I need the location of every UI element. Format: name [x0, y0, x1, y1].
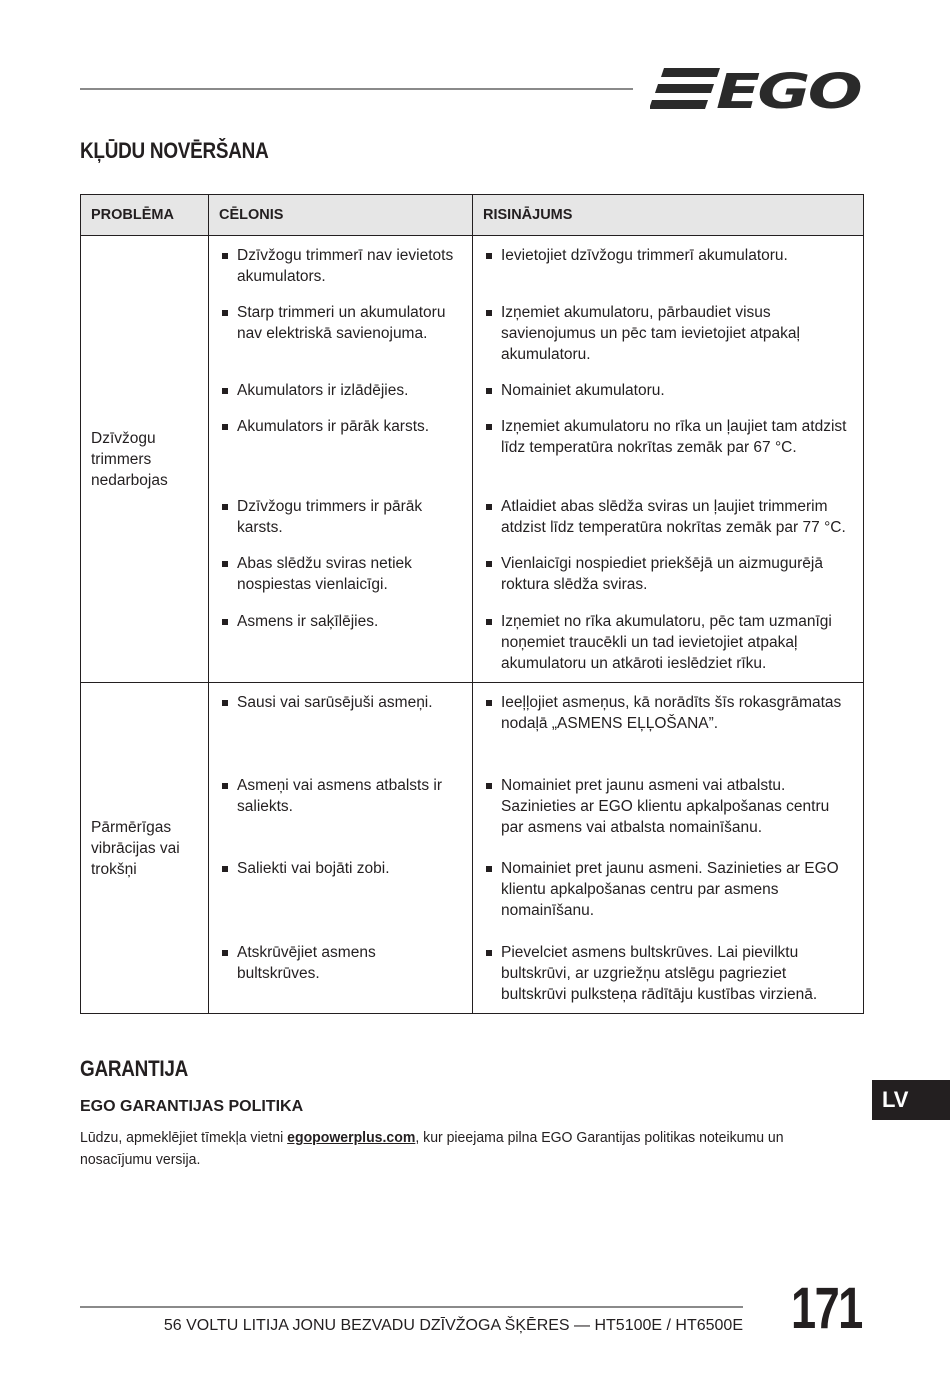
warranty-title: GARANTIJA — [80, 1056, 189, 1081]
cause-item: Saliekti vai bojāti zobi. — [219, 858, 462, 942]
problem-text: Dzīvžogu trimmers nedarbojas — [91, 429, 168, 489]
solution-item: Atlaidiet abas slēdža sviras un ļaujiet trimmerim atdzist līdz temperatūra nokrītas zemāk par 77 °C. — [483, 496, 853, 553]
header-problem: PROBLĒMA — [81, 195, 209, 236]
solution-item: Nomainiet pret jaunu asmeni. Sazinieties ar EGO klientu apkalpošanas centru par asmens nomainīšanu. — [483, 858, 853, 942]
warranty-link[interactable]: egopowerplus.com — [287, 1130, 416, 1146]
solution-item: Vienlaicīgi nospiediet priekšējā un aizmugurējā roktura slēdža sviras. — [483, 553, 853, 611]
warranty-subtitle: EGO GARANTIJAS POLITIKA — [80, 1098, 304, 1115]
solution-cell — [473, 236, 864, 683]
cause-item: Asmeņi vai asmens atbalsts ir saliekts. — [219, 775, 462, 858]
warranty-text-before: Lūdzu, apmeklējiet tīmekļa vietni — [80, 1130, 288, 1146]
cause-item: Abas slēdžu sviras netiek nospiestas vienlaicīgi. — [219, 553, 462, 611]
header-solution: RISINĀJUMS — [473, 195, 864, 236]
solution-item: Pievelciet asmens bultskrūves. Lai pievilktu bultskrūvi, ar uzgriežņu atslēgu pagrieziet bultskrūvi pulksteņa rādītāju kustības virzienā. — [483, 942, 853, 1005]
cause-cell — [209, 236, 473, 683]
troubleshooting-table — [80, 194, 864, 1014]
cause-item: Dzīvžogu trimmerī nav ievietots akumulators. — [219, 245, 462, 302]
cause-item: Starp trimmeri un akumulatoru nav elektriskā savienojuma. — [219, 302, 462, 380]
footer-rule — [80, 1306, 743, 1308]
warranty-text-after: , kur pieejama pilna EGO Garantijas politikas noteikumu un nosacījumu versija. — [80, 1130, 784, 1168]
footer-title: 56 VOLTU LITIJA JONU BEZVADU DZĪVŽOGA ŠĶĒRES — HT5100E / HT6500E — [163, 1317, 743, 1334]
solution-item: Ieeļļojiet asmeņus, kā norādīts šīs rokasgrāmatas nodaļā „ASMENS EĻĻOŠANA”. — [483, 692, 853, 775]
cause-item: Akumulators ir pārāk karsts. — [219, 416, 462, 496]
problem-cell — [81, 236, 209, 683]
solution-item: Nomainiet pret jaunu asmeni vai atbalstu. Sazinieties ar EGO klientu apkalpošanas centru par asmens vai atbalsta nomainīšanu. — [483, 775, 853, 858]
solution-item: Ievietojiet dzīvžogu trimmerī akumulatoru. — [483, 245, 853, 302]
header-cause: CĒLONIS — [209, 195, 473, 236]
ego-logo-text: EGO — [716, 64, 862, 112]
troubleshooting-title: KĻŪDU NOVĒRŠANA — [80, 138, 269, 163]
page-number: 171 — [791, 1276, 862, 1341]
cause-item: Sausi vai sarūsējuši asmeņi. — [219, 692, 462, 775]
problem-cell — [81, 683, 209, 1014]
solution-item: Nomainiet akumulatoru. — [483, 380, 853, 416]
solution-cell — [473, 683, 864, 1014]
header-rule — [80, 88, 633, 90]
table-row — [81, 683, 864, 1014]
cause-item: Atskrūvējiet asmens bultskrūves. — [219, 942, 462, 984]
cause-cell — [209, 683, 473, 1014]
solution-item: Izņemiet akumulatoru no rīka un ļaujiet tam atdzist līdz temperatūra nokrītas zemāk par 67 °C. — [483, 416, 853, 496]
table-header-row — [81, 195, 864, 236]
cause-item: Akumulators ir izlādējies. — [219, 380, 462, 416]
ego-logo — [650, 64, 862, 112]
warranty-text — [80, 1127, 840, 1171]
solution-item: Izņemiet no rīka akumulatoru, pēc tam uzmanīgi noņemiet traucēkli un tad ievietojiet atpakaļ akumulatoru un atkāroti ieslēdziet rīku. — [483, 611, 853, 674]
cause-item: Dzīvžogu trimmers ir pārāk karsts. — [219, 496, 462, 553]
table-row — [81, 236, 864, 683]
cause-item: Asmens ir saķīlējies. — [219, 611, 462, 632]
problem-text: Pārmērīgas vibrācijas vai trokšņi — [91, 818, 180, 878]
language-tab: LV — [872, 1080, 950, 1120]
solution-item: Izņemiet akumulatoru, pārbaudiet visus savienojumus un pēc tam ievietojiet atpakaļ akumulatoru. — [483, 302, 853, 380]
